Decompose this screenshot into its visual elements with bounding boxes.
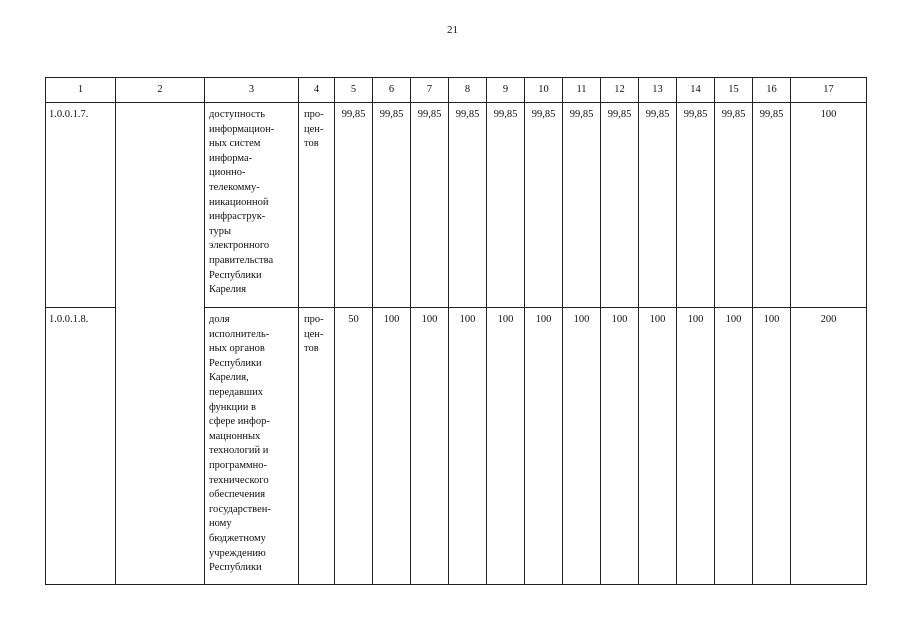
value-cell: 100 (601, 308, 639, 585)
column-header-16: 16 (753, 78, 791, 103)
target-value-cell: 100 (791, 103, 867, 308)
value-cell: 100 (449, 308, 487, 585)
unit-of-measure: про- цен- тов (299, 103, 335, 308)
column-header-12: 12 (601, 78, 639, 103)
value-cell: 99,85 (639, 103, 677, 308)
value-cell: 100 (639, 308, 677, 585)
column-header-9: 9 (487, 78, 525, 103)
value-cell: 99,85 (525, 103, 563, 308)
indicator-description: доступность информацион- ных систем информа- ционно- телекомму- никационной инфраструк- туры электронного правительства Республики Карелия (205, 103, 299, 308)
value-cell: 100 (677, 308, 715, 585)
value-cell: 100 (563, 308, 601, 585)
column-header-6: 6 (373, 78, 411, 103)
value-cell: 99,85 (411, 103, 449, 308)
table-row (46, 103, 867, 308)
value-cell: 99,85 (753, 103, 791, 308)
column-header-17: 17 (791, 78, 867, 103)
value-cell: 100 (525, 308, 563, 585)
group-cell (116, 103, 205, 585)
page-number: 21 (447, 24, 458, 36)
value-cell: 99,85 (677, 103, 715, 308)
column-header-1: 1 (46, 78, 116, 103)
column-header-7: 7 (411, 78, 449, 103)
indicator-code: 1.0.0.1.7. (46, 103, 116, 308)
value-cell: 99,85 (715, 103, 753, 308)
column-header-4: 4 (299, 78, 335, 103)
indicator-code: 1.0.0.1.8. (46, 308, 116, 585)
indicator-description: доля исполнитель- ных органов Республики Карелия, передавших функции в сфере инфор- мацнонных технологий и программно- технического обеспечения государствен- ному бюджетному учреждению Республики (205, 308, 299, 585)
column-header-14: 14 (677, 78, 715, 103)
column-header-3: 3 (205, 78, 299, 103)
target-value-cell: 200 (791, 308, 867, 585)
value-cell: 100 (411, 308, 449, 585)
value-cell: 100 (715, 308, 753, 585)
value-cell: 100 (487, 308, 525, 585)
value-cell: 100 (373, 308, 411, 585)
column-header-8: 8 (449, 78, 487, 103)
indicator-table (45, 77, 867, 585)
value-cell: 99,85 (373, 103, 411, 308)
unit-of-measure: про- цен- тов (299, 308, 335, 585)
table-header-row (46, 78, 867, 103)
column-header-11: 11 (563, 78, 601, 103)
value-cell: 100 (753, 308, 791, 585)
value-cell: 99,85 (449, 103, 487, 308)
column-header-2: 2 (116, 78, 205, 103)
value-cell: 50 (335, 308, 373, 585)
column-header-13: 13 (639, 78, 677, 103)
value-cell: 99,85 (487, 103, 525, 308)
column-header-10: 10 (525, 78, 563, 103)
value-cell: 99,85 (601, 103, 639, 308)
value-cell: 99,85 (563, 103, 601, 308)
value-cell: 99,85 (335, 103, 373, 308)
column-header-5: 5 (335, 78, 373, 103)
column-header-15: 15 (715, 78, 753, 103)
